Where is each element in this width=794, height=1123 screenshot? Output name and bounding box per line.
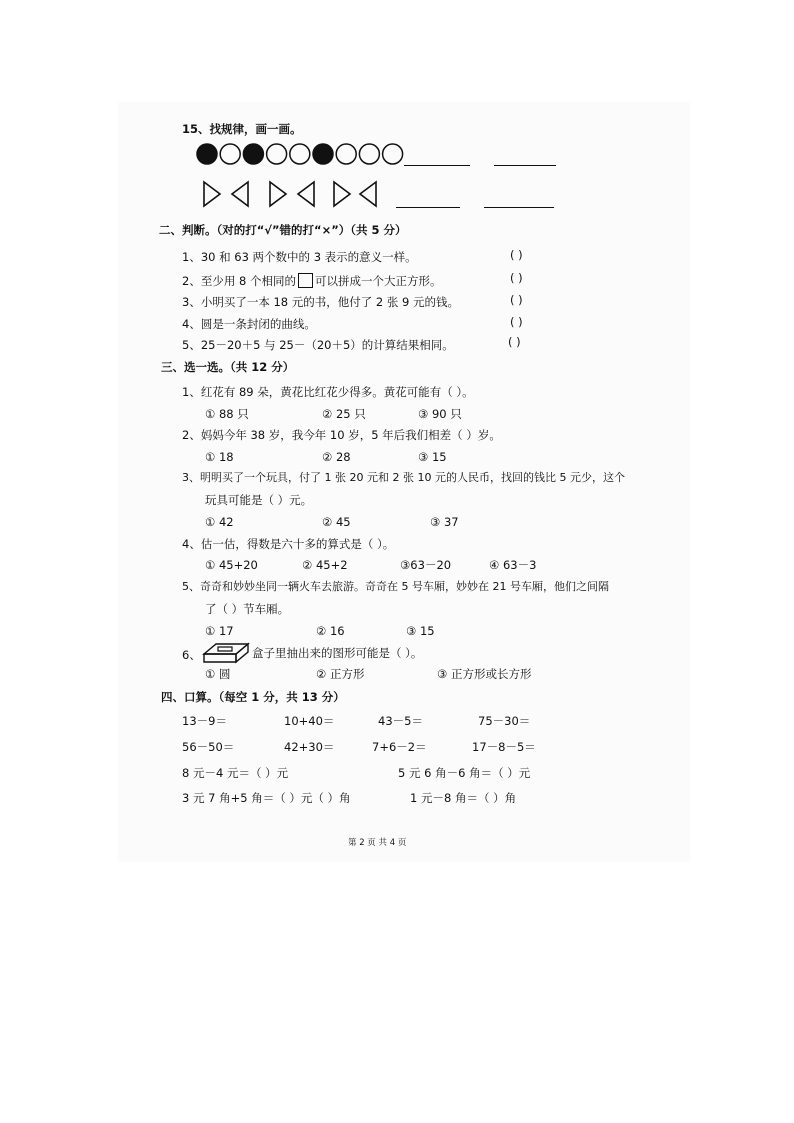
empty-circle-icon (359, 144, 379, 164)
choice-q5-option-1[interactable]: ① 17 (205, 624, 234, 638)
money-math-4[interactable]: 1 元－8 角＝（ ）角 (410, 791, 517, 805)
choice-q3-option-2[interactable]: ② 45 (322, 515, 351, 529)
judge-item-2-after: 可以拼成一个大正方形。 (314, 274, 442, 288)
choice-q4-option-3[interactable]: ③63－20 (400, 558, 452, 572)
square-shape-icon (298, 273, 313, 288)
triangle-left-icon (360, 182, 376, 206)
filled-circle-icon (313, 144, 333, 164)
triangle-right-icon (270, 182, 286, 206)
page-footer: 第 2 页 共 4 页 (348, 838, 407, 848)
choice-q6-number: 6、 (182, 648, 201, 662)
choice-q4: 4、估一估，得数是六十多的算式是（ ）。 (182, 537, 395, 551)
mental-math-1-3[interactable]: 43－5＝ (378, 714, 423, 728)
judge-item-3: 3、小明买了一本 18 元的书，他付了 2 张 9 元的钱。 (182, 295, 460, 309)
mental-math-2-2[interactable]: 42+30＝ (284, 740, 335, 754)
judge-answer-3[interactable]: ( ) (510, 293, 523, 307)
choice-q3-line1: 3、明明买了一个玩具，付了 1 张 20 元和 2 张 10 元的人民币，找回的钱比 5 元少，这个 (182, 471, 625, 484)
triangle-left-icon (232, 182, 248, 206)
q15-answer-blank-3[interactable] (396, 207, 460, 208)
empty-circle-icon (267, 144, 287, 164)
judge-answer-2[interactable]: ( ) (510, 271, 523, 285)
judge-item-1: 1、30 和 63 两个数中的 3 表示的意义一样。 (182, 250, 417, 264)
empty-circle-icon (383, 144, 403, 164)
mental-math-2-1[interactable]: 56－50＝ (182, 740, 235, 754)
judge-item-2 (182, 273, 441, 288)
choice-q3-option-1[interactable]: ① 42 (205, 515, 234, 529)
filled-circle-icon (243, 144, 263, 164)
triangle-pattern (202, 180, 392, 210)
choice-q6-option-1[interactable]: ① 圆 (205, 667, 231, 681)
choice-q5-option-3[interactable]: ③ 15 (406, 624, 435, 638)
mental-math-2-4[interactable]: 17－8－5＝ (472, 740, 536, 754)
section4-heading: 四、口算。（每空 1 分，共 13 分） (161, 690, 345, 704)
choice-q4-option-1[interactable]: ① 45+20 (205, 558, 258, 572)
judge-answer-1[interactable]: ( ) (510, 248, 523, 262)
choice-q5-line1: 5、奇奇和妙妙坐同一辆火车去旅游。奇奇在 5 号车厢，妙妙在 21 号车厢，他们之间隔 (182, 580, 609, 593)
mental-math-1-4[interactable]: 75－30＝ (478, 714, 531, 728)
empty-circle-icon (336, 144, 356, 164)
choice-q2-option-1[interactable]: ① 18 (205, 450, 234, 464)
choice-q1: 1、红花有 89 朵，黄花比红花少得多。黄花可能有（ ）。 (182, 385, 474, 399)
choice-q1-option-3[interactable]: ③ 90 只 (418, 407, 462, 421)
judge-answer-5[interactable]: ( ) (508, 335, 521, 349)
box-icon (202, 640, 250, 664)
mental-math-2-3[interactable]: 7+6－2＝ (372, 740, 427, 754)
choice-q6-option-2[interactable]: ② 正方形 (316, 667, 365, 681)
choice-q3-option-3[interactable]: ③ 37 (430, 515, 459, 529)
judge-item-5: 5、25－20＋5 与 25－（20＋5）的计算结果相同。 (182, 338, 454, 352)
judge-answer-4[interactable]: ( ) (510, 315, 523, 329)
filled-circle-icon (197, 144, 217, 164)
empty-circle-icon (290, 144, 310, 164)
triangle-left-icon (298, 182, 314, 206)
money-math-2[interactable]: 5 元 6 角－6 角＝（ ）元 (398, 766, 531, 780)
choice-q4-option-4[interactable]: ④ 63－3 (489, 558, 537, 572)
circle-pattern (196, 142, 416, 166)
q15-answer-blank-1[interactable] (404, 165, 470, 166)
choice-q6: 盒子里抽出来的图形可能是（ ）。 (252, 646, 423, 660)
q15-answer-blank-4[interactable] (484, 207, 554, 208)
choice-q5-line2: 了（ ）节车厢。 (205, 602, 290, 616)
choice-q2-option-2[interactable]: ② 28 (322, 450, 351, 464)
judge-item-4: 4、圆是一条封闭的曲线。 (182, 317, 316, 331)
mental-math-1-2[interactable]: 10+40＝ (284, 714, 335, 728)
empty-circle-icon (220, 144, 240, 164)
q15-title: 15、找规律，画一画。 (182, 122, 302, 136)
choice-q1-option-1[interactable]: ① 88 只 (205, 407, 249, 421)
choice-q3-line2: 玩具可能是（ ）元。 (205, 493, 313, 507)
judge-item-2-before: 2、至少用 8 个相同的 (182, 274, 296, 288)
choice-q6-option-3[interactable]: ③ 正方形或长方形 (437, 667, 532, 681)
choice-q4-option-2[interactable]: ② 45+2 (302, 558, 348, 572)
money-math-1[interactable]: 8 元－4 元＝（ ）元 (182, 766, 289, 780)
section3-heading: 三、选一选。（共 12 分） (161, 360, 295, 374)
money-math-3[interactable]: 3 元 7 角+5 角＝（ ）元（ ）角 (182, 791, 351, 805)
choice-q1-option-2[interactable]: ② 25 只 (322, 407, 366, 421)
triangle-right-icon (204, 182, 220, 206)
choice-q5-option-2[interactable]: ② 16 (316, 624, 345, 638)
choice-q2-option-3[interactable]: ③ 15 (418, 450, 447, 464)
choice-q2: 2、妈妈今年 38 岁，我今年 10 岁，5 年后我们相差（ ）岁。 (182, 428, 501, 442)
q15-answer-blank-2[interactable] (494, 165, 556, 166)
mental-math-1-1[interactable]: 13－9＝ (182, 714, 227, 728)
section2-heading: 二、判断。（对的打“√”错的打“×”）（共 5 分） (159, 223, 407, 237)
triangle-right-icon (334, 182, 350, 206)
